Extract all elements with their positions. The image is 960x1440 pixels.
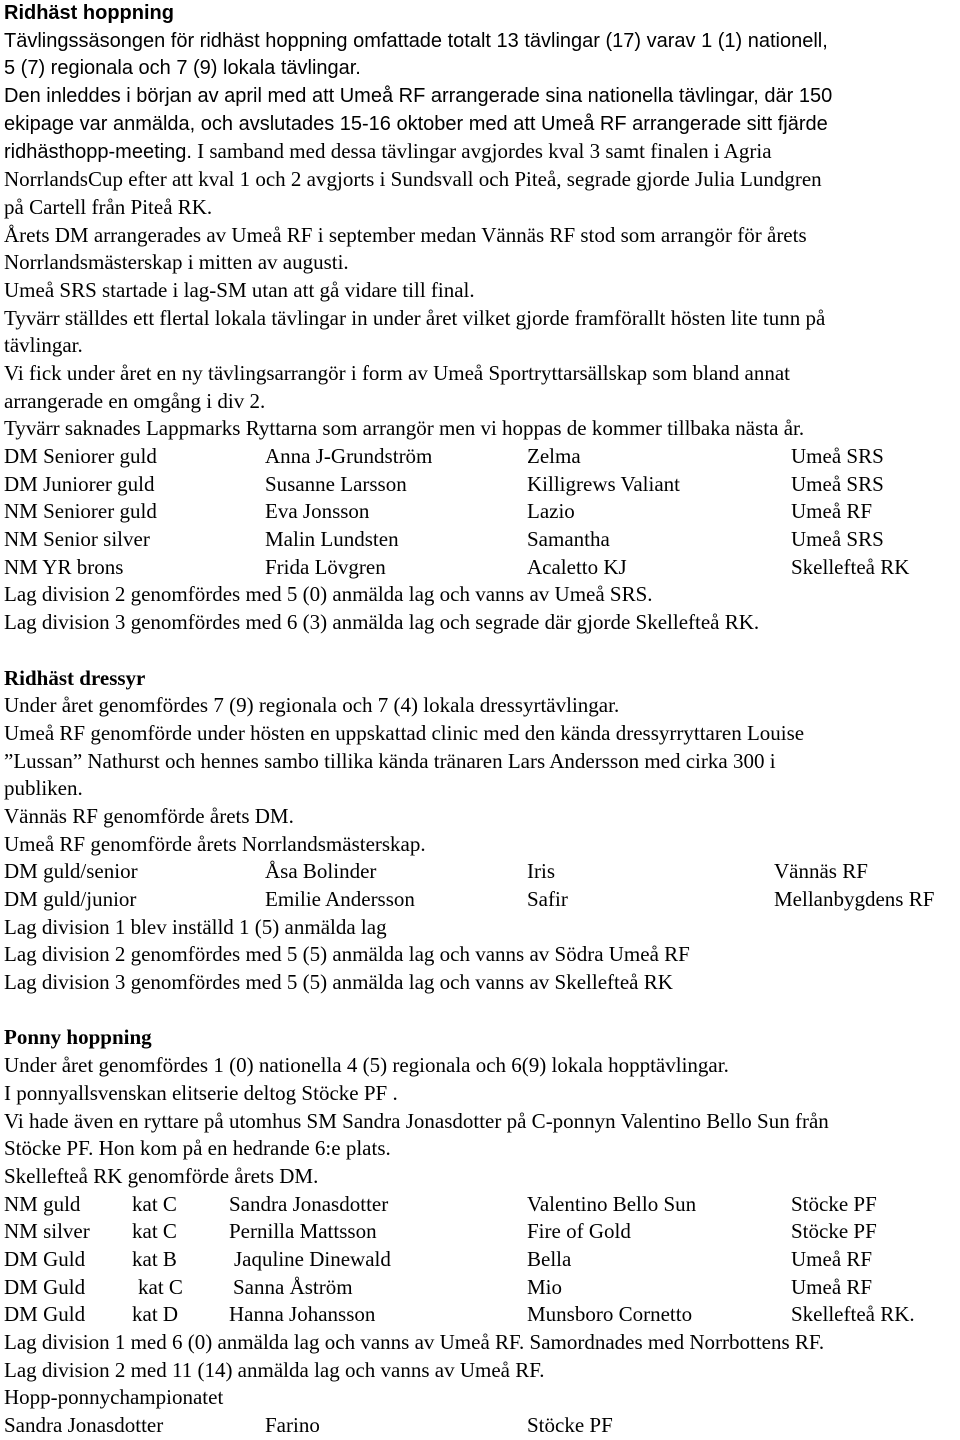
result-horse: Munsboro Cornetto	[527, 1302, 693, 1327]
result-club: Umeå RF	[791, 499, 873, 524]
result-rider: Jaquline Dinewald	[234, 1246, 391, 1271]
section-spacer	[4, 637, 958, 665]
result-category: kat C	[132, 1191, 177, 1216]
paragraph-line: ”Lussan” Nathurst och hennes sambo tillika kända tränaren Lars Andersson med cirka 300 i	[4, 748, 776, 773]
result-club: Umeå SRS	[791, 527, 884, 552]
result-horse: Iris	[527, 859, 555, 884]
result-rider: Frida Lövgren	[265, 554, 386, 579]
result-club: Umeå SRS	[791, 444, 884, 468]
paragraph-line: Umeå RF genomförde under hösten en uppskattad clinic med den kända dressyrryttaren Louise	[4, 720, 805, 745]
result-rider: Susanne Larsson	[265, 471, 407, 496]
paragraph-line: Lag division 2 genomfördes med 5 (0) anmälda lag och vanns av Umeå SRS.	[4, 582, 653, 607]
result-rider: Pernilla Mattsson	[229, 1219, 377, 1244]
result-horse: Mio	[527, 1274, 563, 1299]
result-rider: Sandra Jonasdotter	[4, 1413, 164, 1438]
paragraph-line: Tävlingssäsongen för ridhäst hoppning omfattade totalt 13 tävlingar (17) varav 1 (1) nationell,	[4, 29, 828, 52]
result-row	[4, 1412, 958, 1440]
paragraph-line: Norrlandsmästerskap i mitten av augusti.	[4, 250, 349, 275]
result-club: Vännäs RF	[774, 859, 868, 884]
result-club: Mellanbygdens RF	[774, 887, 935, 911]
result-category: kat D	[132, 1302, 179, 1327]
paragraph-line: publiken.	[4, 776, 83, 801]
paragraph-line: NorrlandsCup efter att kval 1 och 2 avgjorts i Sundsvall och Piteå, segrade gjorde Julia Lundgren	[4, 167, 822, 192]
paragraph-line: arrangerade en omgång i div 2.	[4, 388, 266, 413]
result-club: Skellefteå RK.	[791, 1302, 915, 1327]
paragraph-line: Skellefteå RK genomförde årets DM.	[4, 1163, 319, 1188]
result-class: DM Guld	[4, 1246, 86, 1271]
result-horse: Zelma	[527, 444, 581, 468]
result-class: DM Guld	[4, 1274, 86, 1299]
paragraph-line: Lag division 2 genomfördes med 5 (5) anmälda lag och vanns av Södra Umeå RF	[4, 942, 690, 967]
section-heading-ridhast-dressyr: Ridhäst dressyr	[4, 665, 146, 690]
paragraph-line: Lag division 2 med 11 (14) anmälda lag och vanns av Umeå RF.	[4, 1357, 545, 1382]
result-rider: Anna J-Grundström	[265, 444, 433, 468]
paragraph-fragment: ridhästhopp-meeting.	[4, 141, 192, 164]
result-category: kat C	[132, 1219, 177, 1244]
result-rider: Malin Lundsten	[265, 527, 399, 552]
paragraph-line: Hopp-ponnychampionatet	[4, 1385, 224, 1410]
result-row	[4, 554, 958, 582]
result-class: NM Seniorer guld	[4, 499, 157, 524]
paragraph-line: I ponnyallsvenskan elitserie deltog Stöcke PF .	[4, 1080, 398, 1105]
paragraph-line: Tyvärr ställdes ett flertal lokala tävlingar in under året vilket gjorde framförallt hösten lite tunn på	[4, 305, 826, 330]
result-horse: Samantha	[527, 527, 610, 552]
paragraph-fragment: I samband med dessa tävlingar avgjordes kval 3 samt finalen i Agria	[197, 139, 772, 164]
paragraph-line: 5 (7) regionala och 7 (9) lokala tävlingar.	[4, 57, 361, 80]
paragraph-line: Under året genomfördes 7 (9) regionala och 7 (4) lokala dressyrtävlingar.	[4, 693, 620, 718]
result-row	[4, 1301, 958, 1329]
paragraph-line: Lag division 3 genomfördes med 6 (3) anmälda lag och segrade där gjorde Skellefteå RK.	[4, 610, 760, 635]
section-heading-ponny-hoppning: Ponny hoppning	[4, 1025, 152, 1050]
result-row	[4, 886, 958, 914]
section-heading-ridhast-hoppning: Ridhäst hoppning	[4, 2, 174, 24]
result-row	[4, 1274, 958, 1302]
result-club: Stöcke PF	[791, 1191, 877, 1216]
result-class: DM guld/junior	[4, 887, 137, 911]
section-spacer	[4, 997, 958, 1025]
result-class: DM Guld	[4, 1302, 86, 1327]
result-row	[4, 1191, 958, 1219]
result-club: Umeå RF	[791, 1246, 873, 1271]
result-rider: Sanna Åström	[233, 1274, 353, 1299]
result-horse: Killigrews Valiant	[527, 471, 681, 496]
paragraph-line: Lag division 1 blev inställd 1 (5) anmälda lag	[4, 914, 387, 939]
result-row	[4, 1218, 958, 1246]
result-row	[4, 526, 958, 554]
result-horse: Bella	[527, 1246, 572, 1271]
result-rider: Eva Jonsson	[265, 499, 370, 524]
result-category: kat B	[132, 1246, 177, 1271]
result-club: Stöcke PF	[527, 1413, 613, 1438]
result-class: DM guld/senior	[4, 859, 138, 884]
paragraph-line: Vännäs RF genomförde årets DM.	[4, 803, 294, 828]
document-page	[4, 0, 958, 1440]
result-row	[4, 471, 958, 499]
paragraph-line: Vi fick under året en ny tävlingsarrangör i form av Umeå Sportryttarsällskap som bland annat	[4, 360, 791, 385]
result-row	[4, 858, 958, 886]
paragraph-line: ekipage var anmälda, och avslutades 15-16 oktober med att Umeå RF arrangerade sitt fjärde	[4, 112, 828, 135]
paragraph-line: Vi hade även en ryttare på utomhus SM Sandra Jonasdotter på C-ponnyn Valentino Bello Sun från	[4, 1108, 829, 1133]
paragraph-line: Den inleddes i början av april med att Umeå RF arrangerade sina nationella tävlingar, där 150	[4, 85, 833, 108]
paragraph-line: Umeå RF genomförde årets Norrlandsmästerskap.	[4, 831, 426, 856]
result-class: NM guld	[4, 1191, 81, 1216]
result-rider: Hanna Johansson	[229, 1302, 376, 1327]
result-horse: Valentino Bello Sun	[527, 1191, 697, 1216]
result-horse: Lazio	[527, 499, 575, 524]
result-class: DM Juniorer guld	[4, 471, 155, 496]
paragraph-line: tävlingar.	[4, 333, 83, 358]
result-class: NM Senior silver	[4, 527, 150, 552]
result-category: kat C	[138, 1274, 183, 1299]
result-rider: Åsa Bolinder	[265, 859, 377, 884]
result-rider: Emilie Andersson	[265, 887, 415, 911]
paragraph-line: Årets DM arrangerades av Umeå RF i september medan Vännäs RF stod som arrangör för årets	[4, 222, 807, 247]
paragraph-line: Stöcke PF. Hon kom på en hedrande 6:e plats.	[4, 1136, 391, 1161]
paragraph-line: Under året genomfördes 1 (0) nationella 4 (5) regionala och 6(9) lokala hopptävlingar.	[4, 1053, 729, 1078]
result-club: Umeå RF	[791, 1274, 873, 1299]
result-horse: Fire of Gold	[527, 1219, 631, 1244]
paragraph-line: Umeå SRS startade i lag-SM utan att gå vidare till final.	[4, 277, 475, 302]
result-class: DM Seniorer guld	[4, 444, 157, 468]
paragraph-line: Lag division 3 genomfördes med 5 (5) anmälda lag och vanns av Skellefteå RK	[4, 970, 673, 995]
result-row	[4, 1246, 958, 1274]
result-horse: Safir	[527, 887, 568, 911]
paragraph-line	[4, 138, 958, 166]
result-class: NM silver	[4, 1219, 90, 1244]
paragraph-line: på Cartell från Piteå RK.	[4, 194, 213, 219]
result-club: Stöcke PF	[791, 1219, 877, 1244]
result-class: NM YR brons	[4, 554, 124, 579]
result-rider: Sandra Jonasdotter	[229, 1191, 389, 1216]
result-club: Umeå SRS	[791, 471, 884, 496]
paragraph-line: Tyvärr saknades Lappmarks Ryttarna som arrangör men vi hoppas de kommer tillbaka nästa år.	[4, 416, 805, 441]
paragraph-line: Lag division 1 med 6 (0) anmälda lag och vanns av Umeå RF. Samordnades med Norrbottens RF.	[4, 1330, 825, 1354]
result-row	[4, 498, 958, 526]
result-club: Skellefteå RK	[791, 554, 910, 579]
result-horse: Acaletto KJ	[527, 554, 627, 579]
result-horse: Farino	[265, 1413, 320, 1438]
result-row	[4, 443, 958, 471]
